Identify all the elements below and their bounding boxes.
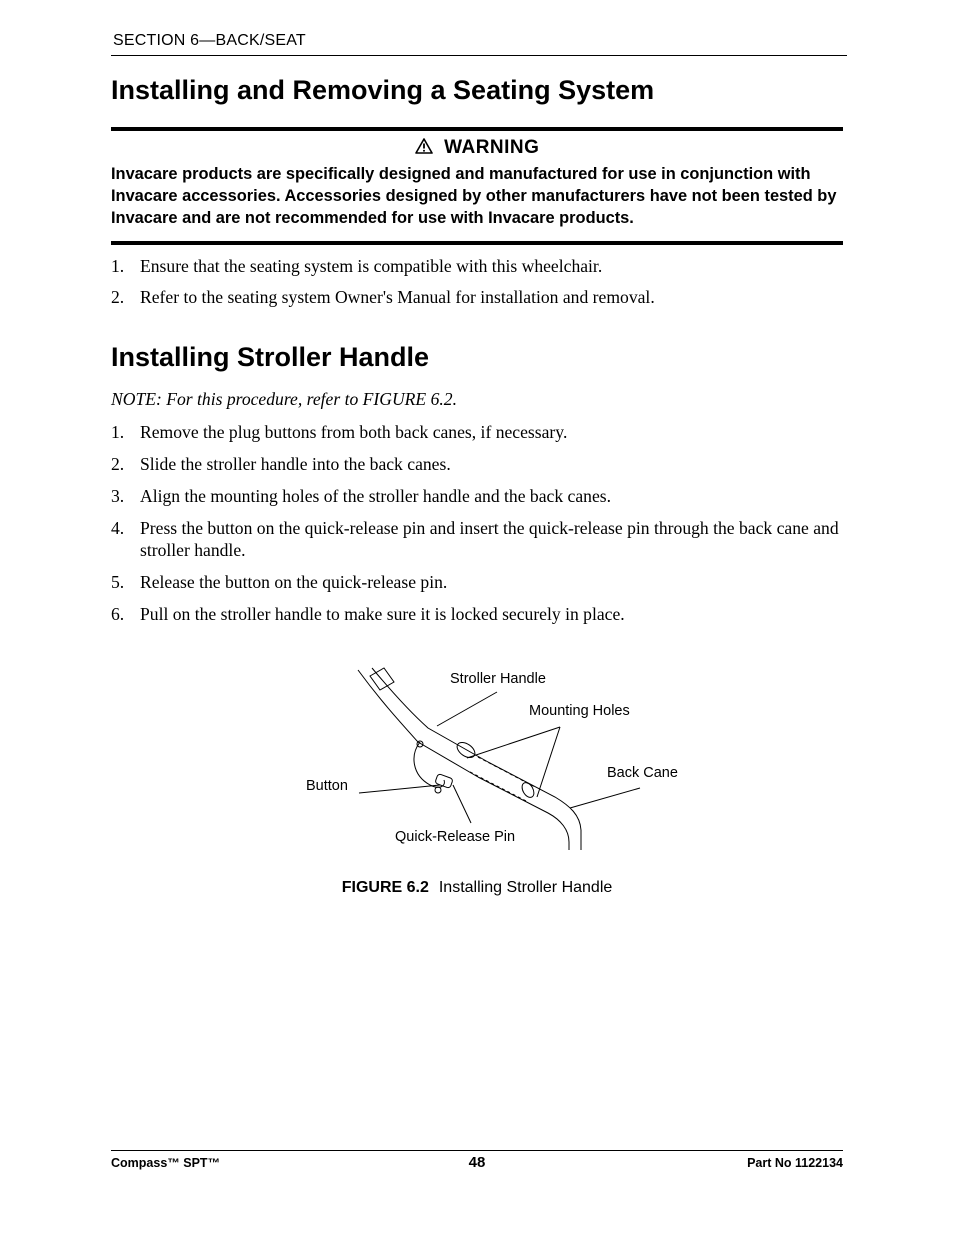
list-number: 5.	[111, 572, 125, 592]
section-title-stroller-handle: Installing Stroller Handle	[111, 342, 430, 372]
list-text: Ensure that the seating system is compatible with this wheelchair.	[140, 256, 603, 276]
footer-part-number: Part No 1122134	[747, 1156, 843, 1170]
procedure-note: NOTE: For this procedure, refer to FIGURE 6.2.	[111, 389, 457, 409]
pin-button	[435, 787, 441, 793]
warning-label: WARNING	[444, 137, 540, 158]
list-number: 3.	[111, 486, 125, 506]
list-text: Press the button on the quick-release pin and insert the quick-release pin through the back cane and stroller handle.	[140, 518, 839, 560]
leader-stroller-handle	[437, 692, 497, 726]
list-text: Release the button on the quick-release pin.	[140, 572, 448, 592]
leader-mounting-holes-2	[537, 727, 560, 797]
list-text: Slide the stroller handle into the back canes.	[140, 454, 451, 474]
page-number: 48	[468, 1154, 486, 1171]
warning-text: Invacare products are specifically designed and manufactured for use in conjunction with Invacare accessories. Accessories designed by other manufacturers have not been tested by Invacare and are not recommended for use with Invacare products.	[111, 165, 837, 227]
list-text: Pull on the stroller handle to make sure it is locked securely in place.	[140, 604, 625, 624]
figure-number: FIGURE 6.2	[341, 879, 429, 896]
list-number: 2.	[111, 454, 125, 474]
list-text: Align the mounting holes of the stroller handle and the back canes.	[140, 486, 611, 506]
list-number: 2.	[111, 287, 125, 307]
footer-rule	[111, 1150, 843, 1151]
list-text: Remove the plug buttons from both back canes, if necessary.	[140, 422, 568, 442]
list-text: Refer to the seating system Owner's Manual for installation and removal.	[140, 287, 655, 307]
leader-mounting-holes-1	[467, 727, 560, 758]
leader-button	[359, 785, 440, 793]
label-quick-release-pin: Quick-Release Pin	[395, 829, 516, 845]
footer-product-name: Compass™ SPT™	[111, 1156, 221, 1170]
leader-quick-release-pin	[453, 785, 471, 823]
section-title-seating-system: Installing and Removing a Seating System	[111, 75, 655, 105]
list-number: 4.	[111, 518, 125, 538]
leader-back-cane	[570, 788, 640, 808]
mounting-hole	[520, 781, 537, 800]
label-back-cane: Back Cane	[607, 765, 678, 781]
list-number: 1.	[111, 422, 125, 442]
label-button: Button	[306, 778, 348, 794]
figure-caption-text: Installing Stroller Handle	[438, 879, 613, 896]
label-stroller-handle: Stroller Handle	[450, 671, 546, 687]
section-header: SECTION 6—BACK/SEAT	[113, 32, 306, 49]
label-mounting-holes: Mounting Holes	[529, 703, 630, 719]
figure-caption	[0, 879, 954, 897]
list-number: 6.	[111, 604, 125, 624]
list-number: 1.	[111, 256, 125, 276]
handle-tip	[370, 668, 394, 690]
